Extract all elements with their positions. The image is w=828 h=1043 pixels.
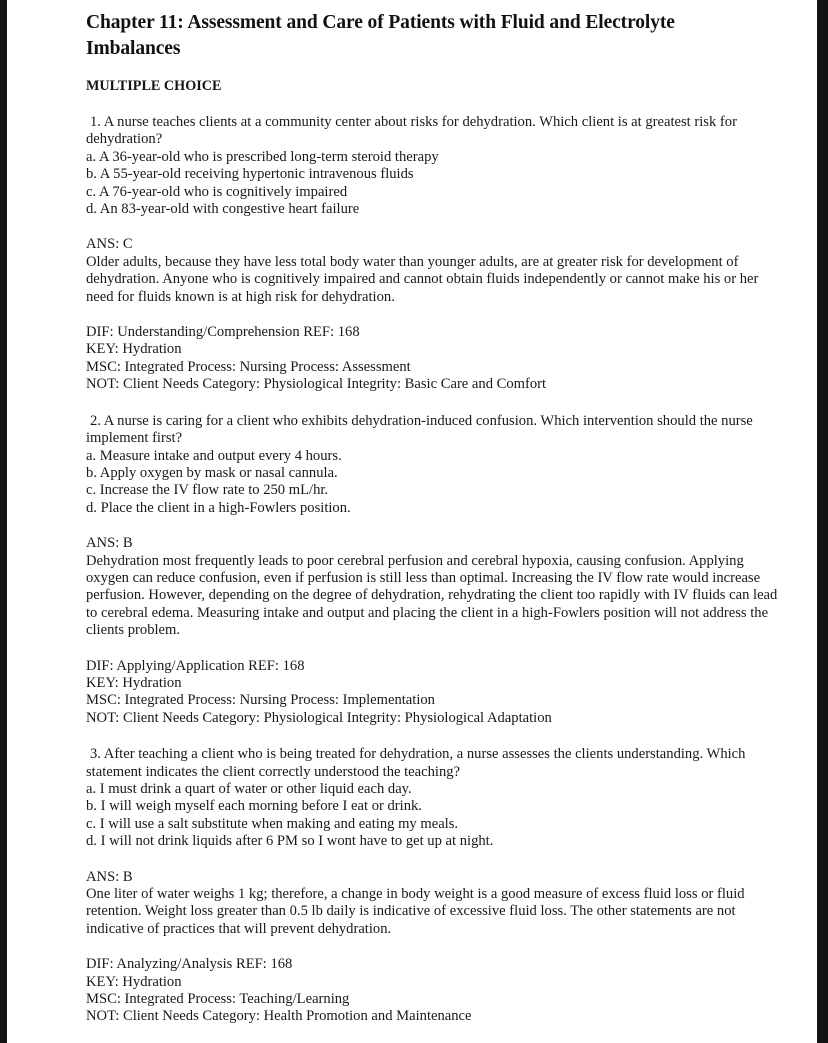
section-heading: MULTIPLE CHOICE — [86, 78, 222, 94]
metadata-msc: MSC: Integrated Process: Nursing Process: Assessment — [86, 358, 411, 375]
answer-option[interactable]: d. Place the client in a high-Fowlers position. — [86, 499, 351, 516]
answer-option[interactable]: d. An 83-year-old with congestive heart failure — [86, 201, 360, 218]
metadata-key: KEY: Hydration — [86, 973, 182, 990]
answer-label: ANS: C — [86, 236, 133, 253]
metadata-not: NOT: Client Needs Category: Physiological Integrity: Basic Care and Comfort — [86, 376, 547, 393]
answer-option[interactable]: a. Measure intake and output every 4 hours. — [86, 447, 342, 464]
metadata-dif: DIF: Analyzing/Analysis REF: 168 — [86, 956, 293, 973]
metadata-block — [86, 306, 786, 394]
document-body — [86, 0, 786, 1026]
answer-label: ANS: B — [86, 868, 133, 885]
metadata-key: KEY: Hydration — [86, 674, 182, 691]
metadata-dif: DIF: Applying/Application REF: 168 — [86, 657, 305, 674]
answer-option[interactable]: c. A 76-year-old who is cognitively impaired — [86, 183, 348, 200]
answer-option[interactable]: a. I must drink a quart of water or other liquid each day. — [86, 781, 412, 797]
metadata-not: NOT: Client Needs Category: Health Promotion and Maintenance — [86, 1008, 472, 1025]
answer-option[interactable]: b. A 55-year-old receiving hypertonic intravenous fluids — [86, 166, 414, 183]
answer-option[interactable]: b. Apply oxygen by mask or nasal cannula. — [86, 464, 338, 481]
answer-rationale: One liter of water weighs 1 kg; therefore, a change in body weight is a good measure of excess fluid loss or fluid retention. Weight loss greater than 0.5 lb daily is indicative of excessive fluid loss. The other statements are not indicative of practices that will prevent dehydration. — [86, 886, 745, 937]
metadata-block — [86, 938, 786, 1026]
question-block — [86, 727, 786, 850]
answer-option[interactable]: b. I will weigh myself each morning before I eat or drink. — [86, 798, 422, 815]
page-title: Chapter 11: Assessment and Care of Patients with Fluid and Electrolyte Imbalances — [86, 12, 675, 59]
answer-option[interactable]: a. A 36-year-old who is prescribed long-term steroid therapy — [86, 148, 439, 165]
metadata-msc: MSC: Integrated Process: Nursing Process: Implementation — [86, 692, 435, 709]
answer-rationale: Dehydration most frequently leads to poor cerebral perfusion and cerebral hypoxia, causing confusion. Applying oxygen can reduce confusion, even if perfusion is still less than optimal. Increasing the IV flow rate would increase perfusion. However, depending on the degree of dehydration, rehydrating the client too rapidly with IV fluids can lead to cerebral edema. Measuring intake and output and placing the client in a high-Fowlers position will not address the clients problem. — [86, 552, 778, 639]
answer-block — [86, 218, 786, 306]
answer-option[interactable]: c. Increase the IV flow rate to 250 mL/hr. — [86, 482, 329, 499]
answer-rationale: Older adults, because they have less total body water than younger adults, are at greater risk for development of dehydration. Anyone who is cognitively impaired and cannot obtain fluids independently or cannot make his or her need for fluids known is at high risk for dehydration. — [86, 253, 759, 305]
page-paper — [7, 0, 817, 1043]
metadata-dif: DIF: Understanding/Comprehension REF: 168 — [86, 324, 360, 341]
metadata-key: KEY: Hydration — [86, 341, 182, 358]
question-stem: 3. After teaching a client who is being treated for dehydration, a nurse assesses the clients understanding. Which statement indicates the client correctly understood the teaching? — [86, 746, 746, 780]
question-stem: 1. A nurse teaches clients at a community center about risks for dehydration. Which client is at greatest risk for dehydration? — [86, 114, 737, 148]
answer-label: ANS: B — [86, 535, 133, 552]
answer-block — [86, 517, 786, 639]
question-block — [86, 394, 786, 517]
answer-option[interactable]: d. I will not drink liquids after 6 PM so I wont have to get up at night. — [86, 833, 494, 850]
answer-block — [86, 851, 786, 939]
answer-option[interactable]: c. I will use a salt substitute when making and eating my meals. — [86, 815, 459, 832]
metadata-block — [86, 640, 786, 728]
question-stem: 2. A nurse is caring for a client who exhibits dehydration-induced confusion. Which intervention should the nurse implement first? — [86, 412, 753, 447]
question-block — [86, 95, 786, 218]
metadata-not: NOT: Client Needs Category: Physiological Integrity: Physiological Adaptation — [86, 709, 552, 726]
metadata-msc: MSC: Integrated Process: Teaching/Learning — [86, 991, 350, 1008]
